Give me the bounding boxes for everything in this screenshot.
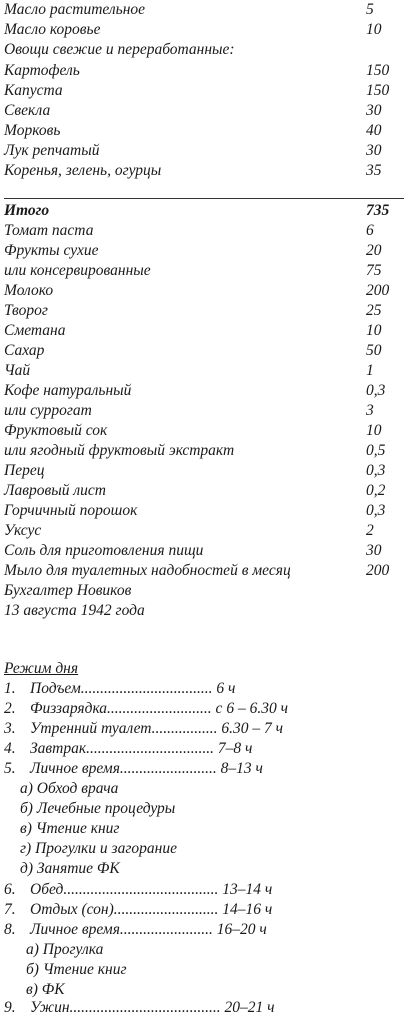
food-qty: 30 [366,542,382,559]
food-qty: 0,2 [366,482,386,499]
vegetables-heading-text: Овощи свежие и переработанные: [4,41,235,58]
food-name: Уксус [4,522,42,539]
food-qty: 200 [366,282,390,299]
food-name: Свекла [4,102,51,119]
schedule-label: Ужин....................................... 20–21 ч [30,999,275,1016]
schedule-subitem: г) Прогулки и загорание [20,840,177,857]
schedule-num: 1. [4,680,16,697]
food-qty: 50 [366,342,382,359]
food-name: Фруктовый сок [4,422,108,439]
food-qty: 30 [366,102,382,119]
food-qty: 40 [366,122,382,139]
food-name: Томат паста [4,222,94,239]
food-name: Сахар [4,342,45,359]
schedule-num: 2. [4,700,16,717]
food-qty: 200 [366,562,390,579]
food-qty: 10 [366,322,382,339]
food-qty: 3 [366,402,374,419]
food-qty: 6 [366,222,374,239]
food-name: или суррогат [4,402,92,419]
schedule-label: Личное время........................ 16–20 ч [30,921,267,938]
food-qty: 1 [366,362,374,379]
food-qty: 0,3 [366,382,386,399]
food-qty: 20 [366,242,382,259]
food-name: Соль для приготовления пищи [4,542,204,559]
food-qty: 0,5 [366,442,386,459]
schedule-label: Подъем.................................. 6 ч [30,680,236,697]
schedule-label: Личное время......................... 8–13 ч [30,760,263,777]
food-name: Горчичный порошок [4,502,138,519]
food-name: Чай [4,362,31,379]
schedule-label: Физзарядка........................... с 6 – 6.30 ч [30,700,288,717]
schedule-subitem: а) Обход врача [20,780,119,797]
schedule-subitem: а) Прогулка [26,941,104,958]
food-qty: 75 [366,262,382,279]
food-name: Капуста [4,82,63,99]
food-qty: 35 [366,162,382,179]
schedule-num: 8. [4,921,16,938]
schedule-num: 6. [4,881,16,898]
food-name: Сметана [4,322,66,339]
food-name: Картофель [4,62,80,79]
signature: Бухгалтер Новиков [4,582,132,599]
food-qty: 150 [366,82,390,99]
food-name: Морковь [4,122,61,139]
schedule-title: Режим дня [4,660,79,677]
food-name: Масло коровье [4,21,101,38]
food-qty: 10 [366,21,382,38]
food-name: Коренья, зелень, огурцы [4,162,162,179]
schedule-num: 9. [4,999,16,1016]
food-name: Лук репчатый [4,142,100,159]
total-qty: 735 [366,202,390,219]
food-name: Творог [4,302,48,319]
schedule-num: 7. [4,901,16,918]
schedule-subitem: в) Чтение книг [20,820,120,837]
schedule-label: Обед........................................ 13–14 ч [30,881,273,898]
food-qty: 150 [366,62,390,79]
food-name: или консервированные [4,262,151,279]
schedule-label: Отдых (сон)........................... 14–16 ч [30,901,273,918]
schedule-num: 4. [4,740,16,757]
total-label: Итого [4,202,50,219]
food-qty: 0,3 [366,502,386,519]
food-name: Лавровый лист [4,482,106,499]
food-qty: 25 [366,302,382,319]
food-qty: 5 [366,1,374,18]
schedule-num: 3. [4,720,16,737]
document-date: 13 августа 1942 года [4,602,145,619]
schedule-subitem: б) Лечебные процедуры [20,800,176,817]
food-qty: 2 [366,522,374,539]
schedule-subitem: д) Занятие ФК [20,860,120,877]
schedule-subitem: в) ФК [26,981,65,998]
food-qty: 10 [366,422,382,439]
food-qty: 0,3 [366,462,386,479]
schedule-num: 5. [4,760,16,777]
food-name: Фрукты сухие [4,242,99,259]
schedule-label: Утренний туалет................. 6.30 – 7 ч [30,720,284,737]
food-qty: 30 [366,142,382,159]
food-name: или ягодный фруктовый экстракт [4,442,235,459]
food-name: Перец [4,462,45,479]
food-name: Молоко [4,282,54,299]
schedule-label: Завтрак................................. 7–8 ч [30,740,253,757]
food-name: Масло растительное [4,1,146,18]
food-name: Кофе натуральный [4,382,132,399]
divider-line [4,198,404,199]
food-name: Мыло для туалетных надобностей в месяц [4,562,291,579]
schedule-subitem: б) Чтение книг [26,961,127,978]
